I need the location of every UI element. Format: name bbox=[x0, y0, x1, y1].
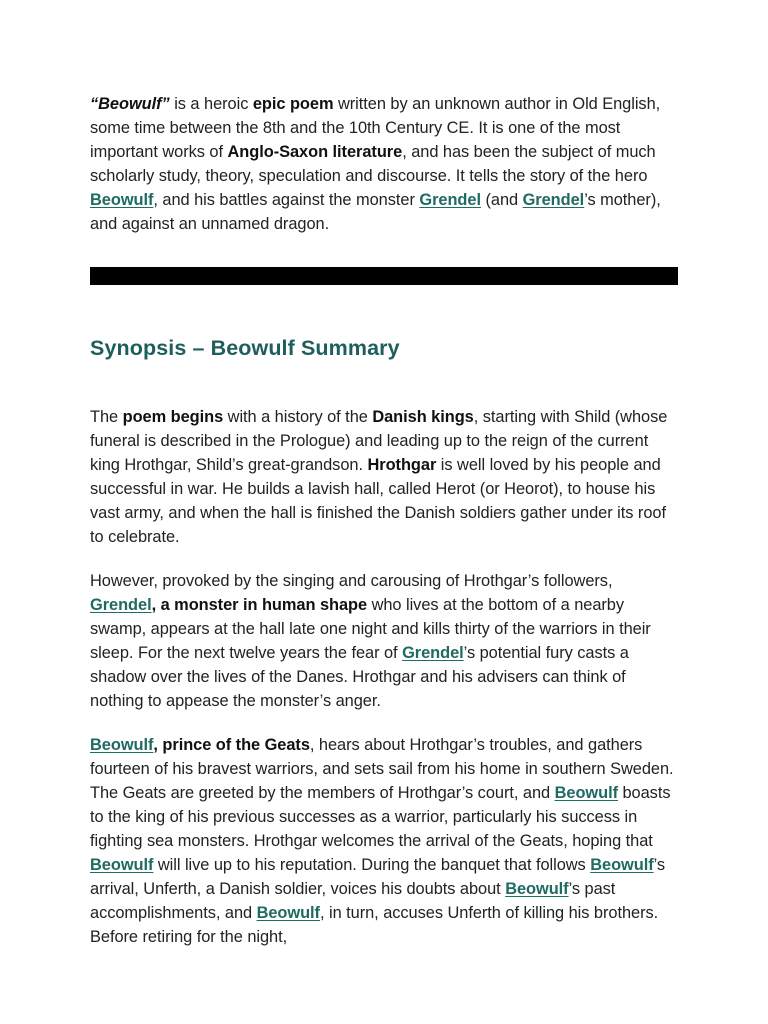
character-link-beowulf[interactable]: Beowulf bbox=[90, 191, 154, 209]
summary-paragraph-1 bbox=[90, 405, 680, 549]
text-run: is a heroic bbox=[169, 95, 253, 113]
character-link-grendel[interactable]: Grendel bbox=[402, 644, 464, 662]
bold-text: , prince of the Geats bbox=[153, 736, 310, 754]
text-run: , hears about Hrothgar’s troubles, and gathers fourteen of his bravest warriors, and sets sail from his home in southern Sweden. The Geats are greeted by the members of Hrothgar’s court, and bbox=[90, 736, 674, 802]
text-run: However, provoked by the singing and carousing of Hrothgar’s followers, bbox=[90, 572, 613, 590]
text-run: with a history of the bbox=[223, 408, 373, 426]
text-run: , and has been the subject of much scholarly study, theory, speculation and discourse. It tells the story of the hero bbox=[90, 143, 656, 185]
text-run: ’s mother), and against an unnamed dragon. bbox=[90, 191, 661, 233]
character-link-beowulf[interactable]: Beowulf bbox=[505, 880, 569, 898]
text-run: ’s arrival, Unferth, a Danish soldier, voices his doubts about bbox=[90, 856, 666, 898]
text-run: ’s potential fury casts a shadow over the lives of the Danes. Hrothgar and his advisers can think of nothing to appease the monster’s anger. bbox=[90, 644, 629, 710]
summary-paragraph-2 bbox=[90, 569, 680, 713]
text-run: is well loved by his people and successful in war. He builds a lavish hall, called Herot (or Heorot), to house his vast army, and when the hall is finished the Danish soldiers gather under its roof to celebrate. bbox=[90, 456, 666, 546]
text-run: boasts to the king of his previous successes as a warrior, particularly his success in fighting sea monsters. Hrothgar welcomes the arrival of the Geats, hoping that bbox=[90, 784, 671, 850]
bold-text: Anglo-Saxon literature bbox=[227, 143, 403, 161]
text-run: The bbox=[90, 408, 123, 426]
character-link-beowulf[interactable]: Beowulf bbox=[256, 904, 320, 922]
character-link-beowulf[interactable]: Beowulf bbox=[90, 856, 154, 874]
article-body bbox=[90, 92, 680, 949]
text-run: ’s past accomplishments, and bbox=[90, 880, 616, 922]
text-run: , in turn, accuses Unferth of killing his brothers. Before retiring for the night, bbox=[90, 904, 659, 946]
bold-text: poem begins bbox=[122, 408, 224, 426]
poem-title-text: “Beowulf” bbox=[90, 95, 170, 113]
character-link-beowulf[interactable]: Beowulf bbox=[554, 784, 618, 802]
text-run: who lives at the bottom of a nearby swamp, appears at the hall late one night and kills thirty of the warriors in their sleep. For the next twelve years the fear of bbox=[90, 596, 651, 662]
text-run: will live up to his reputation. During the banquet that follows bbox=[153, 856, 591, 874]
bold-text: epic poem bbox=[252, 95, 334, 113]
bold-text: Danish kings bbox=[372, 408, 474, 426]
text-run: , starting with Shild (whose funeral is described in the Prologue) and leading up to the reign of the current king Hrothgar, Shild’s great-grandson. bbox=[90, 408, 668, 474]
horizontal-divider bbox=[90, 267, 678, 285]
bold-text: , a monster in human shape bbox=[151, 596, 368, 614]
bold-text: Hrothgar bbox=[367, 456, 437, 474]
section-heading: Synopsis – Beowulf Summary bbox=[90, 336, 400, 360]
character-link-beowulf[interactable]: Beowulf bbox=[590, 856, 654, 874]
text-run: (and bbox=[480, 191, 523, 209]
character-link-grendel[interactable]: Grendel bbox=[522, 191, 585, 209]
character-link-grendel[interactable]: Grendel bbox=[419, 191, 481, 209]
text-run: written by an unknown author in Old English, some time between the 8th and the 10th Century CE. It is one of the most important works of bbox=[90, 95, 661, 161]
character-link-beowulf[interactable]: Beowulf bbox=[90, 736, 154, 754]
intro-paragraph bbox=[90, 92, 680, 236]
character-link-grendel[interactable]: Grendel bbox=[90, 596, 152, 614]
summary-paragraph-3 bbox=[90, 733, 680, 949]
text-run: , and his battles against the monster bbox=[153, 191, 420, 209]
